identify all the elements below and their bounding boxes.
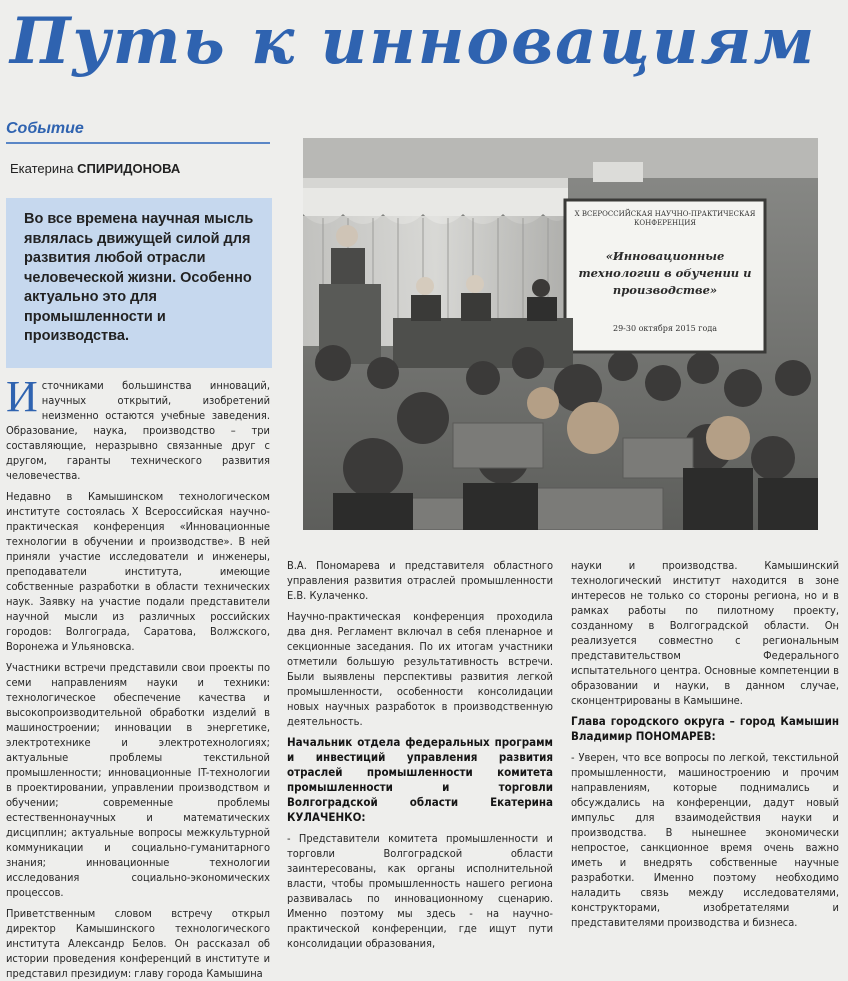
paragraph-5: В.А. Пономарева и представителя областного управления развития отраслей промышленности Е.В. Кулаченко. <box>287 559 553 602</box>
article-column-2 <box>287 558 553 950</box>
conference-photo-illustration <box>303 138 818 530</box>
article-column-1 <box>6 372 270 980</box>
article-column-3 <box>571 558 839 929</box>
speaker-heading-ponomarev: Глава городского округа – город Камышин Владимир ПОНОМАРЕВ: <box>571 714 839 743</box>
paragraph-1-text: сточниками большинства инноваций, научных открытий, изобретений неизменно остаются учебные заведения. Образование, наука, производство – три составляющие, неразрывно связанные друг с другом, гаранты технического развития человечества. <box>6 379 270 482</box>
paragraph-6: Научно-практическая конференция проходила два дня. Регламент включал в себя пленарное и секционные заседания. По их итогам участники отметили большую результативность встречи. Были выявлены перспективы развития легкой промышленности, особенности консолидации новых научных разработок в производственную деятельность. <box>287 610 553 728</box>
rubric-label: Событие <box>6 120 270 144</box>
paragraph-3: Участники встречи представили свои проекты по семи направлениям науки и техники: технологическое обеспечение качества и высокопроизводительной обработки изделий в машиностроении; инновации в энергетике, электротехнике и электротехнологиях; актуальные проблемы текстильной промышленности; инновационные IT-технологии в проектировании, управлении производством и обучении; современные проблемы естественнонаучных и математических дисциплин; актуальные вопросы межкультурной коммуникации и социально-гуманитарного знания; инновационные технологии исследования социально-экономических процессов. <box>6 661 270 899</box>
screen-date: 29-30 октября 2015 года <box>612 324 718 333</box>
screen-line-2: КОНФЕРЕНЦИЯ <box>634 219 696 227</box>
speaker-heading-kulachenko: Начальник отдела федеральных программ и инвестиций управления развития отраслей промышленности комитета промышленности и торговли Волгоградской области Екатерина КУЛАЧЕНКО: <box>287 735 553 824</box>
paragraph-1 <box>6 372 270 483</box>
paragraph-7: - Представители комитета промышленности и торговли Волгоградской области заинтересованы, как органы исполнительной власти, чтобы промышленность нашего региона развивалась по инновационному сценарию. Именно поэтому мы здесь - на научно-практической конференции, где ищут пути консолидации образования, <box>287 832 553 950</box>
conference-photo <box>303 138 818 530</box>
drop-cap: И <box>6 372 38 421</box>
paragraph-8: науки и производства. Камышинский технологический институт находится в зоне интересов не только со стороны региона, но и в рамках работы по пилотному проекту, созданному в Волгоградской области. Он реализуется совместно с региональным представительством Федерального испытательного центра. Основные компетенции в образовании и науки, в данном случае, сконцентрированы в Камышине. <box>571 559 839 707</box>
author-first-name: Екатерина <box>10 161 74 176</box>
paragraph-2: Недавно в Камышинском технологическом институте состоялась X Всероссийская научно-практическая конференция «Инновационные технологии в обучении и производстве». В ней приняли участие исследователи и инженеры, преподаватели института, имеющие собственные разработки в области технических наук. Заявку на участие подали представители научной мысли из различных российских городов: Волгограда, Саратова, Волжского, Воронежа и Ульяновска. <box>6 490 270 653</box>
screen-line-1: X ВСЕРОССИЙСКАЯ НАУЧНО-ПРАКТИЧЕСКАЯ <box>574 210 756 218</box>
screen-title: «Инновационные технологии в обучении и производстве» <box>578 249 752 297</box>
lead-box <box>6 198 272 368</box>
screen-header <box>567 210 763 228</box>
headline: Путь к инновациям <box>10 4 817 79</box>
paragraph-4: Приветственным словом встречу открыл директор Камышинского технологического института Александр Белов. Он рассказал об истории проведения конференций в институте и представил президиум: главу города Камышина <box>6 907 270 980</box>
author-byline <box>10 161 290 181</box>
author-surname: СПИРИДОНОВА <box>77 161 181 176</box>
lead-text: Во все времена научная мысль являлась движущей силой для развития любой отрасли человеческой жизни. Особенно актуально это для промышленности и производства. <box>24 211 254 344</box>
paragraph-9: - Уверен, что все вопросы по легкой, текстильной промышленности, машиностроению и прочим направлениям, которые поднимались и обсуждались на конференции, дадут новый импульс для взаимодействия науки и производства. В нынешнее экономически непростое, санкционное время очень важно иметь и внедрять собственные научные разработки. Именно поэтому необходимо наладить связь между исследователями, конструкторами, изобретателями и представителями производства и бизнеса. <box>571 751 839 929</box>
